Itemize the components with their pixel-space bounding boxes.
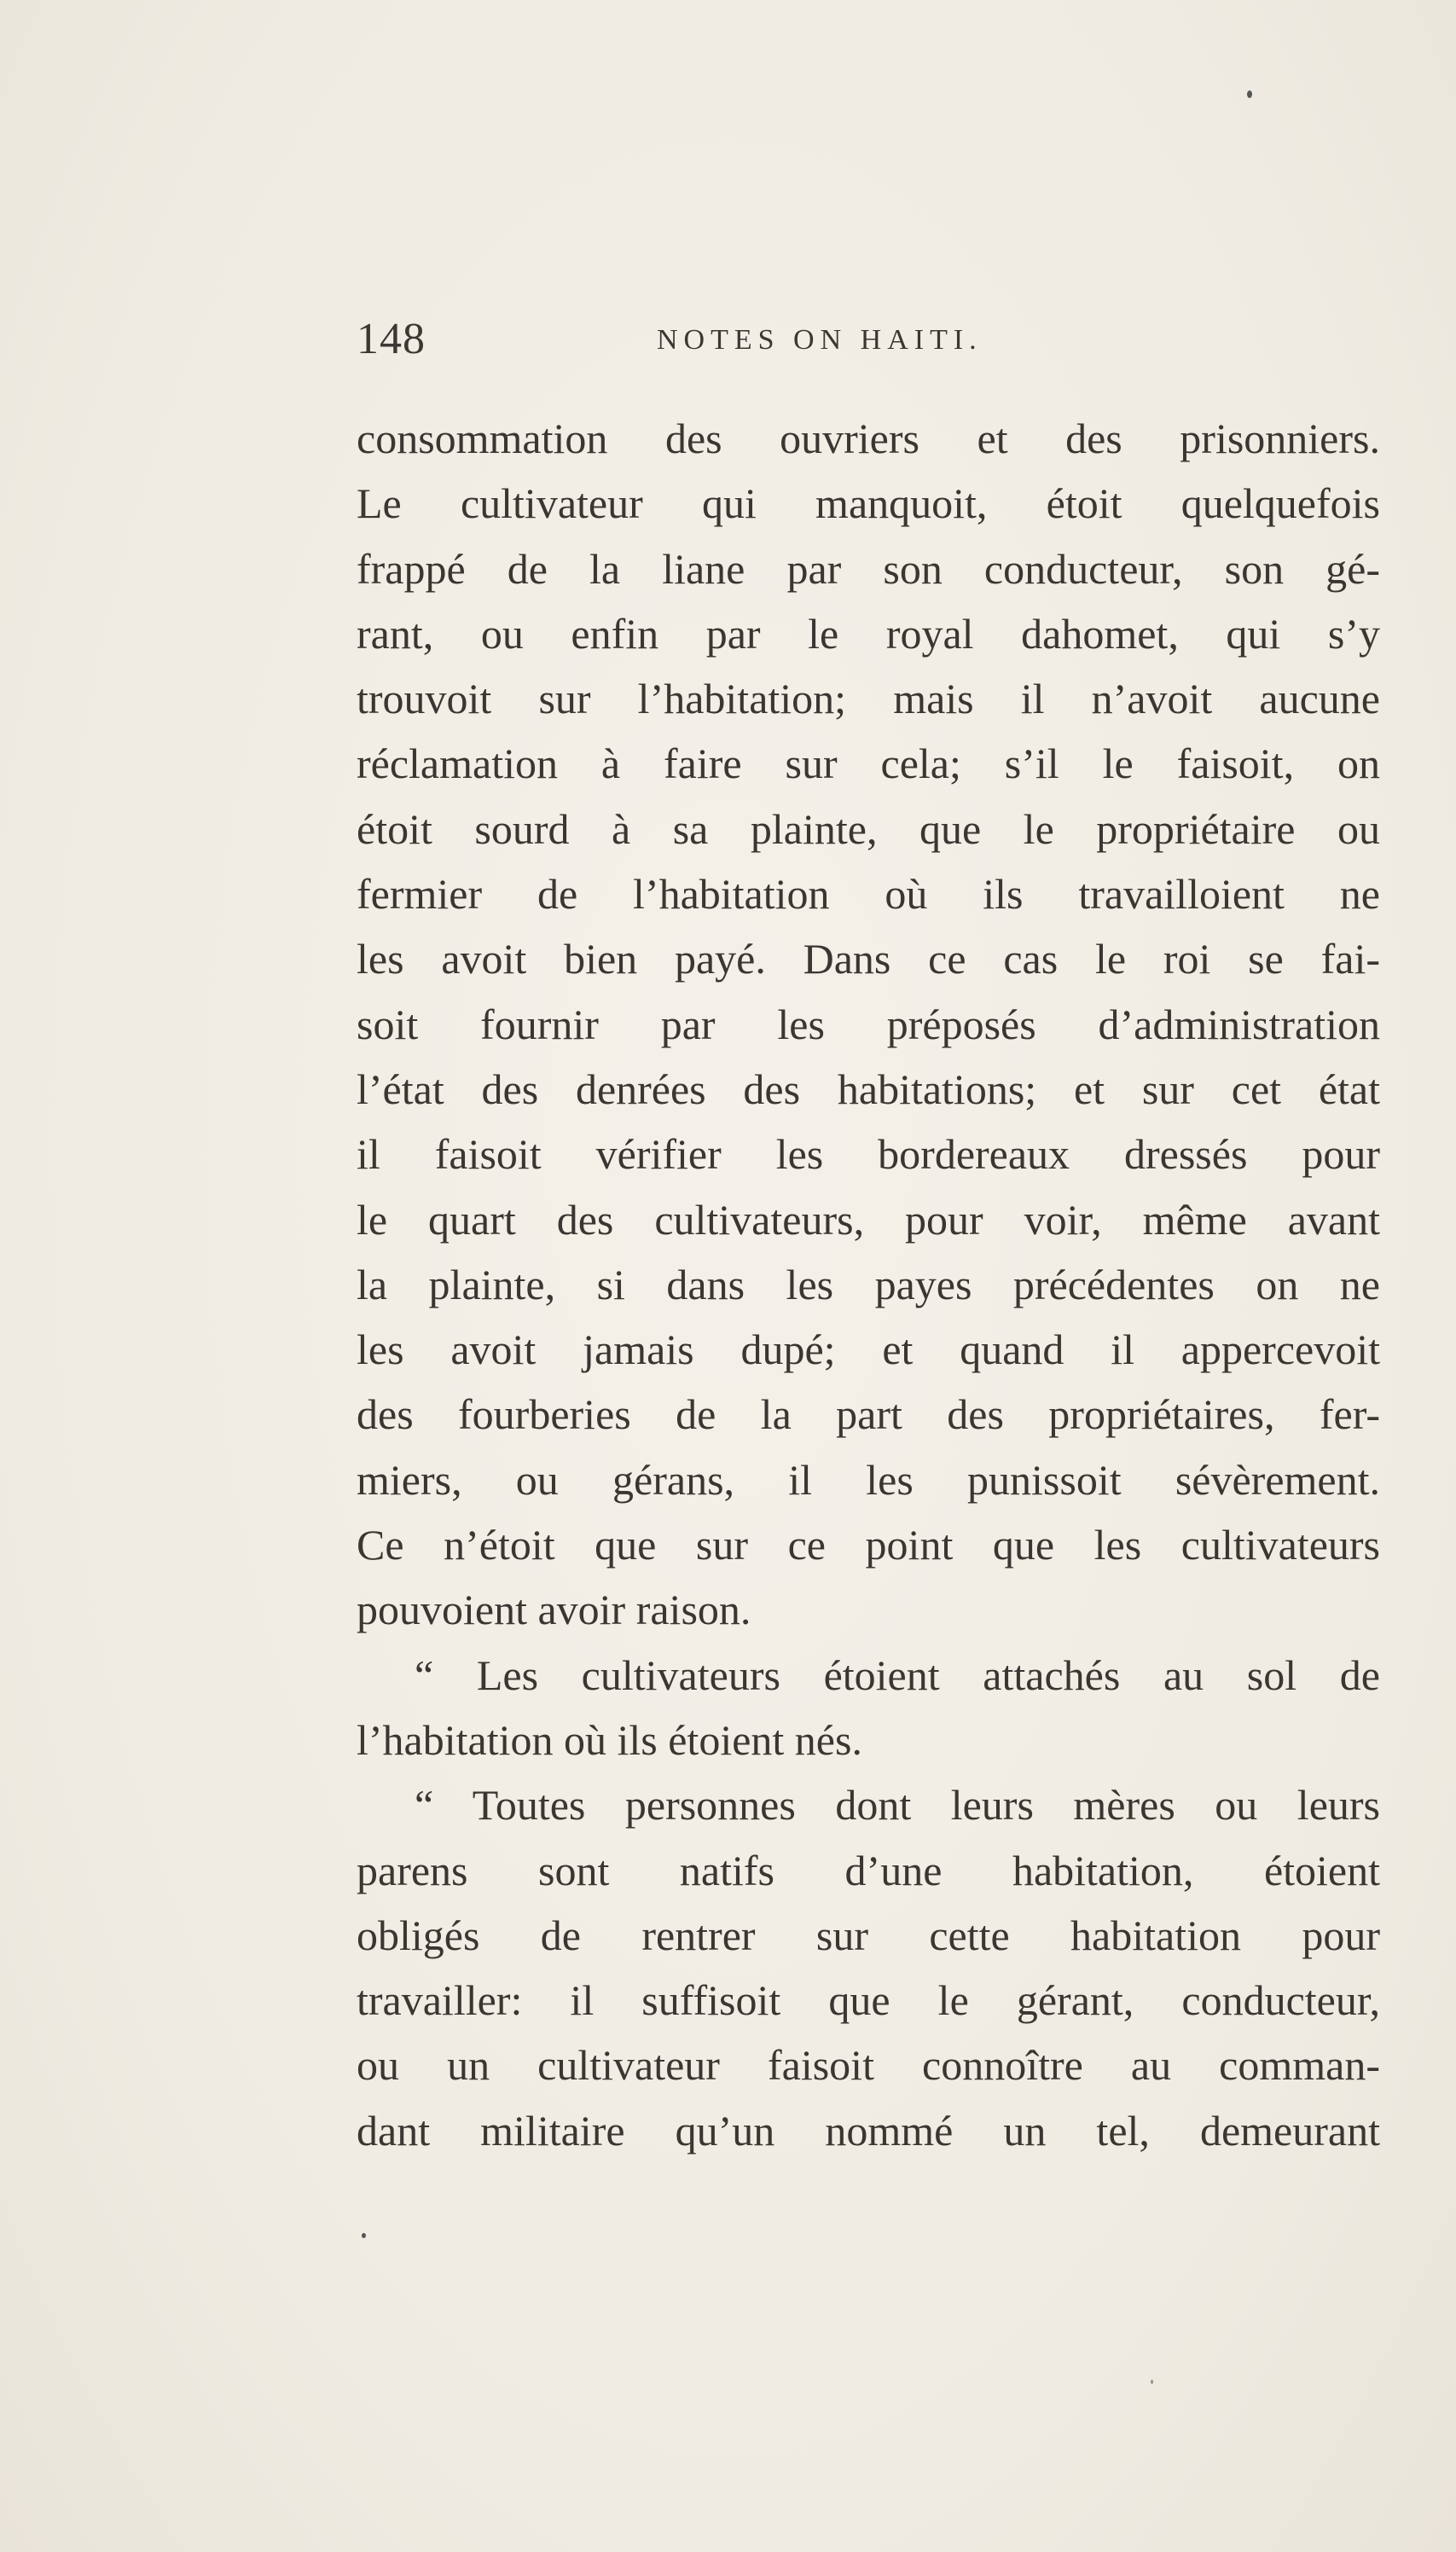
text-line: étoit sourd à sa plainte, que le propriétaire ou	[357, 804, 1380, 853]
running-title: NOTES ON HAITI.	[657, 324, 983, 356]
paper-speck	[1151, 2380, 1153, 2384]
page-header	[357, 314, 1380, 382]
text-line: le quart des cultivateurs, pour voir, même avant	[357, 1195, 1380, 1244]
text-line: “ Toutes personnes dont leurs mères ou leurs	[415, 1781, 1380, 1830]
text-line: la plainte, si dans les payes précédentes on ne	[357, 1260, 1380, 1308]
paper-speck	[362, 2233, 366, 2238]
text-line: trouvoit sur l’habitation; mais il n’avoit aucune	[357, 675, 1380, 723]
text-line: consommation des ouvriers et des prisonniers.	[357, 415, 1380, 462]
text-line: obligés de rentrer sur cette habitation pour	[357, 1911, 1380, 1959]
text-line: les avoit jamais dupé; et quand il appercevoit	[357, 1325, 1380, 1374]
text-line: pouvoient avoir raison.	[357, 1586, 751, 1634]
text-line: parens sont natifs d’une habitation, étoient	[357, 1846, 1380, 1894]
text-line: les avoit bien payé. Dans ce cas le roi se fai-	[357, 935, 1380, 983]
text-line: des fourberies de la part des propriétaires, fer-	[357, 1390, 1380, 1439]
text-line: frappé de la liane par son conducteur, son gé-	[357, 544, 1380, 593]
text-line: rant, ou enfin par le royal dahomet, qui s’y	[357, 609, 1380, 658]
text-line: l’état des denrées des habitations; et sur cet état	[357, 1064, 1380, 1113]
text-line: fermier de l’habitation où ils travailloient ne	[357, 870, 1380, 919]
text-line: dant militaire qu’un nommé un tel, demeurant	[357, 2106, 1380, 2155]
text-line: travailler: il suffisoit que le gérant, conducteur,	[357, 1976, 1380, 2025]
text-line: il faisoit vérifier les bordereaux dressés pour	[357, 1130, 1380, 1179]
text-line: Ce n’étoit que sur ce point que les cultivateurs	[357, 1521, 1380, 1569]
paper-speck	[1247, 90, 1252, 98]
body-text	[357, 406, 1380, 2163]
text-line: l’habitation où ils étoient nés.	[357, 1715, 862, 1764]
text-line: ou un cultivateur faisoit connoître au comman-	[357, 2041, 1380, 2090]
text-line: “ Les cultivateurs étoient attachés au sol de	[415, 1650, 1380, 1699]
text-line: réclamation à faire sur cela; s’il le faisoit, on	[357, 740, 1380, 788]
text-line: miers, ou gérans, il les punissoit sévèrement.	[357, 1455, 1380, 1504]
text-line: Le cultivateur qui manquoit, étoit quelquefois	[357, 479, 1380, 528]
text-line: soit fournir par les préposés d’administration	[357, 1000, 1380, 1048]
page-number: 148	[357, 315, 426, 363]
